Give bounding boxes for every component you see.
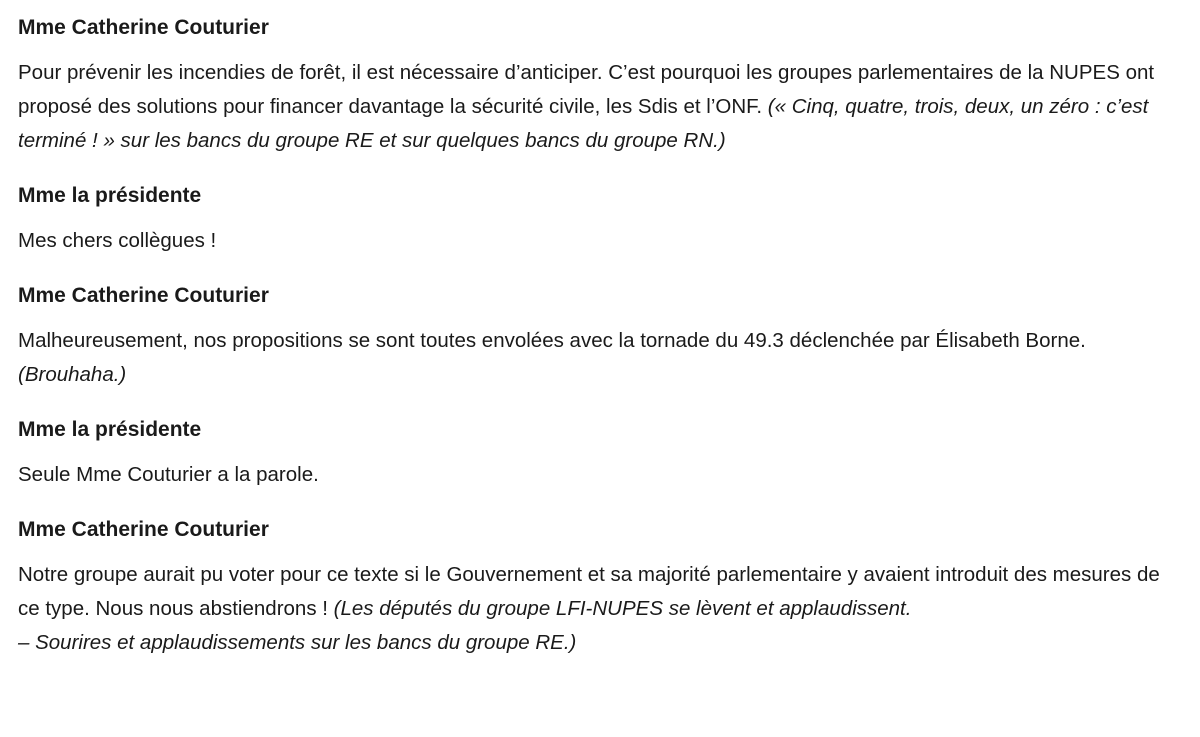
speech-body: Notre groupe aurait pu voter pour ce texte si le Gouvernement et sa majorité parlementaire y avaient introduit des mesures de ce type. Nous nous abstiendrons !: [18, 563, 1160, 620]
stage-direction: – Sourires et applaudissements sur les bancs du groupe RE.): [18, 631, 577, 654]
speech-text: [18, 56, 1182, 158]
speaker-name: Mme Catherine Couturier: [18, 284, 269, 307]
speech-text: [18, 558, 1182, 660]
speech-text: [18, 224, 1182, 258]
stage-direction: (« Cinq, quatre, trois, deux, un zéro : c’est terminé ! » sur les bancs du groupe RE et sur quelques bancs du groupe RN.): [18, 95, 1149, 152]
stage-direction: (Les députés du groupe LFI-NUPES se lèvent et applaudissent.: [333, 597, 912, 620]
speaker-name: Mme la présidente: [18, 184, 202, 207]
intervention: [18, 10, 1182, 158]
intervention: [18, 512, 1182, 660]
intervention: [18, 278, 1182, 392]
speech-body: Seule Mme Couturier a la parole.: [18, 463, 319, 486]
stage-direction: (Brouhaha.): [18, 363, 127, 386]
speaker-name: Mme Catherine Couturier: [18, 16, 269, 39]
speech-text: [18, 458, 1182, 492]
speech-body: Malheureusement, nos propositions se sont toutes envolées avec la tornade du 49.3 déclenchée par Élisabeth Borne.: [18, 329, 1086, 352]
speech-body: Pour prévenir les incendies de forêt, il est nécessaire d’anticiper. C’est pourquoi les groupes parlementaires de la NUPES ont proposé des solutions pour financer davantage la sécurité civile, les Sdis et l’ONF.: [18, 61, 1155, 118]
intervention: [18, 412, 1182, 492]
intervention: [18, 178, 1182, 258]
speech-body: Mes chers collègues !: [18, 229, 217, 252]
speech-text: [18, 324, 1182, 392]
speaker-name: Mme Catherine Couturier: [18, 518, 269, 541]
speaker-name: Mme la présidente: [18, 418, 202, 441]
